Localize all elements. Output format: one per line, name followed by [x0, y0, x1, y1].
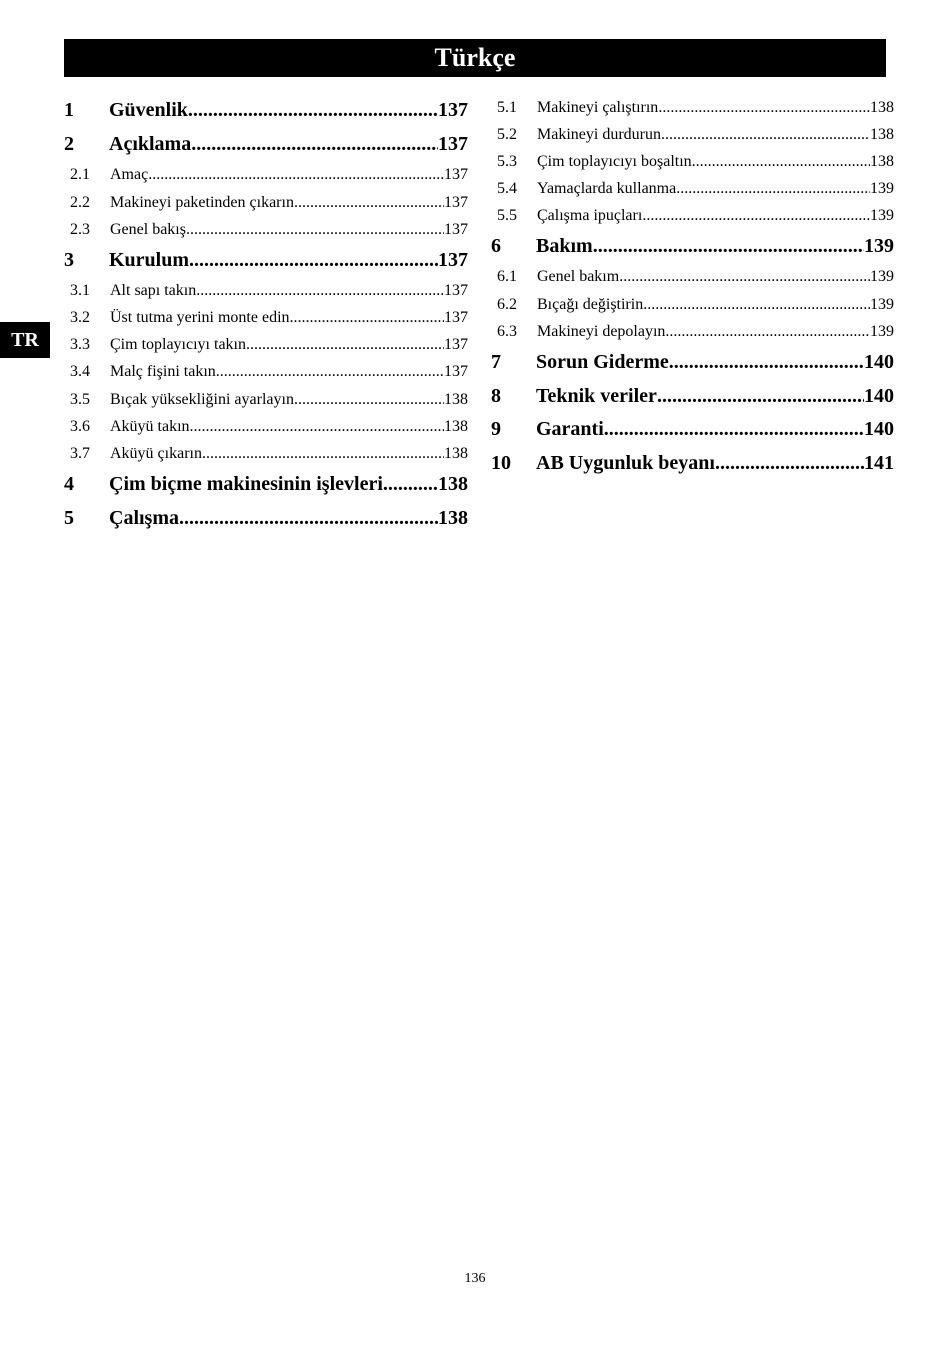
toc-number: 3.4	[70, 363, 90, 380]
toc-number: 2.2	[70, 194, 90, 211]
toc-number: 2.1	[70, 166, 90, 183]
toc-title: Garanti	[536, 418, 604, 440]
toc-page: 139	[870, 323, 894, 340]
language-tab	[0, 322, 50, 358]
toc-entry[interactable]	[64, 473, 468, 499]
toc-entry[interactable]	[64, 166, 468, 188]
toc-number: 7	[491, 351, 501, 373]
toc-number: 3.1	[70, 282, 90, 299]
toc-title: Makineyi çalıştırın	[537, 99, 659, 116]
toc-leader	[196, 282, 444, 300]
toc-entry[interactable]	[64, 194, 468, 216]
toc-page: 139	[870, 207, 894, 224]
toc-entry[interactable]	[491, 418, 894, 444]
toc-number: 5.2	[497, 126, 517, 143]
toc-leader	[669, 351, 864, 374]
toc-page: 137	[438, 249, 468, 271]
toc-title: Amaç	[110, 166, 149, 183]
toc-entry[interactable]	[64, 133, 468, 159]
toc-page: 137	[438, 133, 468, 155]
toc-page: 138	[444, 418, 468, 435]
toc-entry[interactable]	[64, 445, 468, 467]
toc-leader	[246, 336, 444, 354]
toc-leader	[642, 207, 870, 225]
toc-title: Çim biçme makinesinin işlevleri	[109, 473, 383, 495]
toc-leader	[186, 221, 444, 239]
toc-number: 3.7	[70, 445, 90, 462]
toc-leader	[148, 166, 444, 184]
toc-leader	[661, 126, 870, 144]
toc-page: 138	[870, 126, 894, 143]
toc-leader	[692, 153, 870, 171]
toc-leader	[216, 363, 444, 381]
toc-number: 9	[491, 418, 501, 440]
toc-entry[interactable]	[64, 282, 468, 304]
toc-entry[interactable]	[491, 268, 894, 290]
toc-number: 6	[491, 235, 501, 257]
toc-page: 140	[864, 351, 894, 373]
toc-number: 1	[64, 99, 74, 121]
toc-number: 2.3	[70, 221, 90, 238]
toc-number: 10	[491, 452, 511, 474]
toc-entry[interactable]	[491, 452, 894, 478]
toc-title: Bıçağı değiştirin	[537, 296, 644, 313]
header-bar	[64, 39, 886, 77]
toc-number: 6.3	[497, 323, 517, 340]
toc-number: 6.2	[497, 296, 517, 313]
toc-page: 140	[864, 385, 894, 407]
toc-entry[interactable]	[491, 207, 894, 229]
toc-title: Aküyü takın	[110, 418, 190, 435]
toc-title: Bakım	[536, 235, 593, 257]
toc-page: 137	[444, 336, 468, 353]
toc-number: 2	[64, 133, 74, 155]
toc-page: 139	[870, 296, 894, 313]
toc-title: AB Uygunluk beyanı	[536, 452, 715, 474]
toc-page: 137	[444, 363, 468, 380]
toc-page: 137	[444, 309, 468, 326]
toc-leader	[191, 133, 438, 156]
toc-entry[interactable]	[64, 336, 468, 358]
page-title: Türkçe	[434, 43, 516, 72]
toc-page: 137	[444, 194, 468, 211]
toc-number: 3.3	[70, 336, 90, 353]
toc-leader	[188, 99, 438, 122]
toc-leader	[290, 309, 444, 327]
toc-number: 5.1	[497, 99, 517, 116]
toc-page: 138	[438, 473, 468, 495]
toc-title: Üst tutma yerini monte edin	[110, 309, 290, 326]
toc-number: 5.4	[497, 180, 517, 197]
toc-number: 5.5	[497, 207, 517, 224]
toc-leader	[657, 385, 864, 408]
toc-entry[interactable]	[491, 235, 894, 261]
toc-page: 137	[444, 221, 468, 238]
toc-page: 139	[870, 268, 894, 285]
toc-leader	[665, 323, 870, 341]
toc-number: 3	[64, 249, 74, 271]
toc-title: Çalışma ipuçları	[537, 207, 643, 224]
toc-leader	[604, 418, 864, 441]
toc-entry[interactable]	[64, 99, 468, 125]
toc-page: 138	[438, 507, 468, 529]
page-number: 136	[464, 1271, 486, 1286]
toc-entry[interactable]	[64, 363, 468, 385]
toc-entry[interactable]	[491, 323, 894, 345]
language-tab-label: TR	[11, 328, 39, 351]
toc-title: Kurulum	[109, 249, 190, 271]
toc-leader	[294, 391, 444, 409]
toc-page: 138	[444, 445, 468, 462]
toc-title: Yamaçlarda kullanma	[537, 180, 677, 197]
toc-title: Güvenlik	[109, 99, 188, 121]
toc-title: Çalışma	[109, 507, 179, 529]
toc-page: 137	[444, 166, 468, 183]
toc-leader	[189, 249, 438, 272]
toc-page: 141	[864, 452, 894, 474]
toc-number: 5.3	[497, 153, 517, 170]
toc-title: Makineyi depolayın	[537, 323, 666, 340]
toc-entry[interactable]	[64, 309, 468, 331]
toc-title: Genel bakım	[537, 268, 620, 285]
toc-title: Sorun Giderme	[536, 351, 669, 373]
toc-page: 137	[438, 99, 468, 121]
toc-page: 140	[864, 418, 894, 440]
toc-entry[interactable]	[64, 391, 468, 413]
toc-leader	[202, 445, 444, 463]
toc-title: Bıçak yüksekliğini ayarlayın	[110, 391, 294, 408]
toc-title: Aküyü çıkarın	[110, 445, 202, 462]
toc-title: Makineyi paketinden çıkarın	[110, 194, 294, 211]
toc-number: 3.6	[70, 418, 90, 435]
toc-leader	[190, 418, 444, 436]
toc-page: 139	[864, 235, 894, 257]
toc-leader	[658, 99, 870, 117]
toc-entry[interactable]	[64, 507, 468, 533]
toc-title: Açıklama	[109, 133, 192, 155]
toc-leader	[676, 180, 870, 198]
toc-number: 5	[64, 507, 74, 529]
toc-leader	[643, 296, 870, 314]
toc-title: Çim toplayıcıyı boşaltın	[537, 153, 692, 170]
toc-entry[interactable]	[491, 296, 894, 318]
toc-leader	[294, 194, 444, 212]
toc-entry[interactable]	[491, 351, 894, 377]
toc-entry[interactable]	[491, 99, 894, 121]
toc-entry[interactable]	[491, 180, 894, 202]
toc-leader	[383, 473, 438, 496]
toc-title: Teknik veriler	[536, 385, 657, 407]
toc-entry[interactable]	[491, 153, 894, 175]
toc-title: Makineyi durdurun	[537, 126, 661, 143]
toc-leader	[619, 268, 870, 286]
toc-number: 3.5	[70, 391, 90, 408]
toc-page: 139	[870, 180, 894, 197]
toc-number: 8	[491, 385, 501, 407]
toc-entry[interactable]	[64, 221, 468, 243]
toc-leader	[593, 235, 864, 258]
toc-title: Genel bakış	[110, 221, 186, 238]
toc-title: Alt sapı takın	[110, 282, 197, 299]
toc-number: 3.2	[70, 309, 90, 326]
toc-leader	[715, 452, 864, 475]
toc-leader	[179, 507, 438, 530]
toc-number: 4	[64, 473, 74, 495]
toc-entry[interactable]	[64, 418, 468, 440]
toc-page: 137	[444, 282, 468, 299]
toc-entry[interactable]	[491, 126, 894, 148]
toc-page: 138	[870, 99, 894, 116]
toc-title: Malç fişini takın	[110, 363, 216, 380]
toc-title: Çim toplayıcıyı takın	[110, 336, 246, 353]
toc-number: 6.1	[497, 268, 517, 285]
toc-entry[interactable]	[64, 249, 468, 275]
toc-page: 138	[444, 391, 468, 408]
toc-entry[interactable]	[491, 385, 894, 411]
toc-page: 138	[870, 153, 894, 170]
